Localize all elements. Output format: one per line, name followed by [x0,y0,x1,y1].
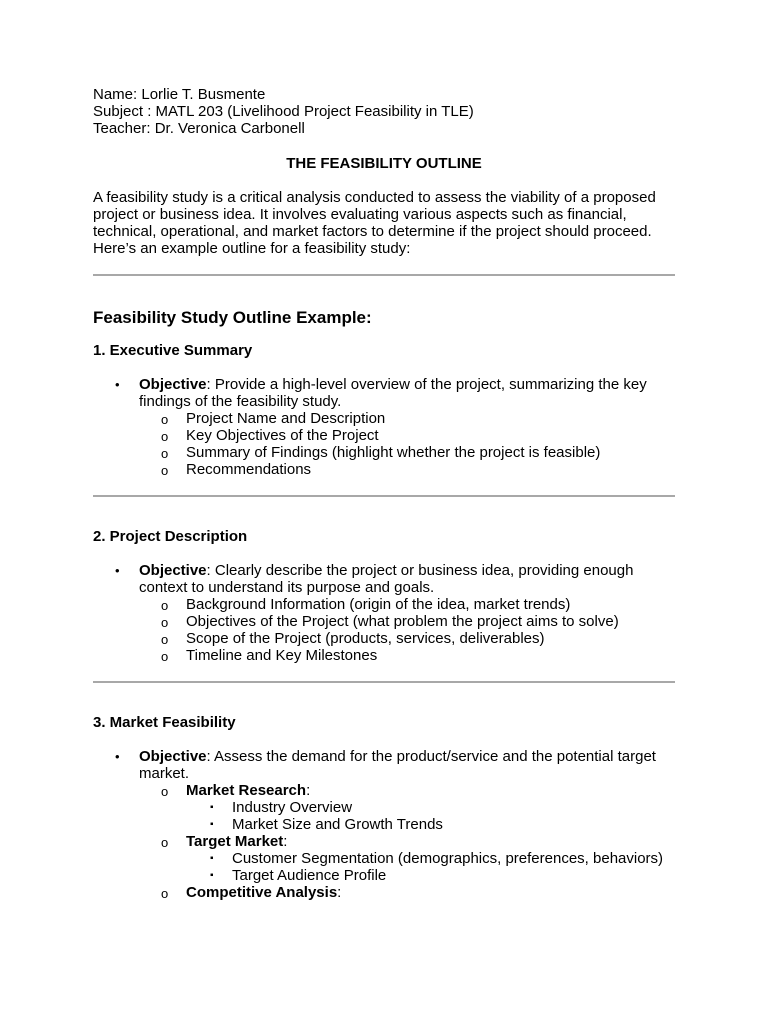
square-bullet-icon: ▪ [210,819,214,830]
section-heading-executive-summary: 1. Executive Summary [93,342,253,359]
section-heading-market-feasibility: 3. Market Feasibility [93,714,236,731]
list-item-text: Industry Overview [232,799,353,816]
square-bullet-icon: ▪ [210,870,214,881]
list-item [139,613,675,630]
circle-bullet-icon: o [161,446,169,461]
list-item [139,461,675,478]
list-item [139,833,675,884]
objective-item [93,376,675,478]
list-item-text: Objectives of the Project (what problem the project aims to solve) [186,613,619,630]
list-item-text: Target Audience Profile [232,867,387,884]
section-heading-project-description: 2. Project Description [93,528,248,545]
group-label: Competitive Analysis [186,884,338,901]
list-item [139,647,675,664]
objective-item [93,748,675,901]
list-item [139,444,675,461]
objective-text: : Assess the demand for the product/service and the potential target market. [139,748,656,782]
square-bullet-icon: ▪ [210,853,214,864]
list-item [186,850,675,867]
list-item-text: Key Objectives of the Project [186,427,379,444]
document-page [93,86,675,901]
objective-label: Objective [139,748,207,765]
intro-paragraph: A feasibility study is a critical analysis conducted to assess the viability of a proposed project or business idea. It involves evaluating various aspects such as financial, technical, operational, and market factors to determine if the project should proceed. Here’s an example outline for a feasibility study: [93,189,656,257]
bullet-icon: • [115,377,120,392]
group-label: Market Research [186,782,307,799]
group-label-suffix: : [306,782,311,799]
circle-bullet-icon: o [161,412,169,427]
circle-bullet-icon: o [161,835,169,850]
bullet-icon: • [115,563,120,578]
circle-bullet-icon: o [161,649,169,664]
horizontal-rule [93,274,675,276]
circle-bullet-icon: o [161,615,169,630]
objective-label: Objective [139,562,207,579]
list-item-text: Project Name and Description [186,410,386,427]
list-item-text: Summary of Findings (highlight whether the project is feasible) [186,444,601,461]
list-item-text: Recommendations [186,461,312,478]
circle-bullet-icon: o [161,598,169,613]
circle-bullet-icon: o [161,886,169,901]
list-item [139,427,675,444]
list-item [139,410,675,427]
circle-bullet-icon: o [161,632,169,647]
horizontal-rule [93,681,675,683]
group-label-suffix: : [283,833,288,850]
outline-heading: Feasibility Study Outline Example: [93,308,372,327]
group-label: Target Market [186,833,284,850]
bullet-icon: • [115,749,120,764]
sub-sub-list [186,799,675,833]
list-item-text: Scope of the Project (products, services, deliverables) [186,630,545,647]
sub-sub-list [186,850,675,884]
section-list [93,748,675,901]
circle-bullet-icon: o [161,463,169,478]
sub-list [139,782,675,901]
list-item-text: Timeline and Key Milestones [186,647,378,664]
sub-list [139,596,675,664]
objective-item [93,562,675,664]
list-item-text: Customer Segmentation (demographics, preferences, behaviors) [232,850,664,867]
group-label-suffix: : [337,884,342,901]
sub-list [139,410,675,478]
list-item [186,799,675,816]
list-item [139,596,675,613]
name-line: Name: Lorlie T. Busmente [93,86,266,103]
document-title: THE FEASIBILITY OUTLINE [286,155,482,172]
list-item [139,630,675,647]
objective-text: : Provide a high-level overview of the project, summarizing the key findings of the feasibility study. [139,376,647,410]
list-item [186,816,675,833]
circle-bullet-icon: o [161,784,169,799]
list-item [139,782,675,833]
horizontal-rule [93,495,675,497]
circle-bullet-icon: o [161,429,169,444]
section-list [93,376,675,478]
square-bullet-icon: ▪ [210,802,214,813]
list-item-text: Market Size and Growth Trends [232,816,443,833]
section-list [93,562,675,664]
objective-text: : Clearly describe the project or business idea, providing enough context to understand its purpose and goals. [139,562,634,596]
objective-label: Objective [139,376,207,393]
list-item-text: Background Information (origin of the idea, market trends) [186,596,571,613]
list-item [139,884,675,901]
list-item [186,867,675,884]
teacher-line: Teacher: Dr. Veronica Carbonell [93,120,305,137]
subject-line: Subject : MATL 203 (Livelihood Project Feasibility in TLE) [93,103,474,120]
